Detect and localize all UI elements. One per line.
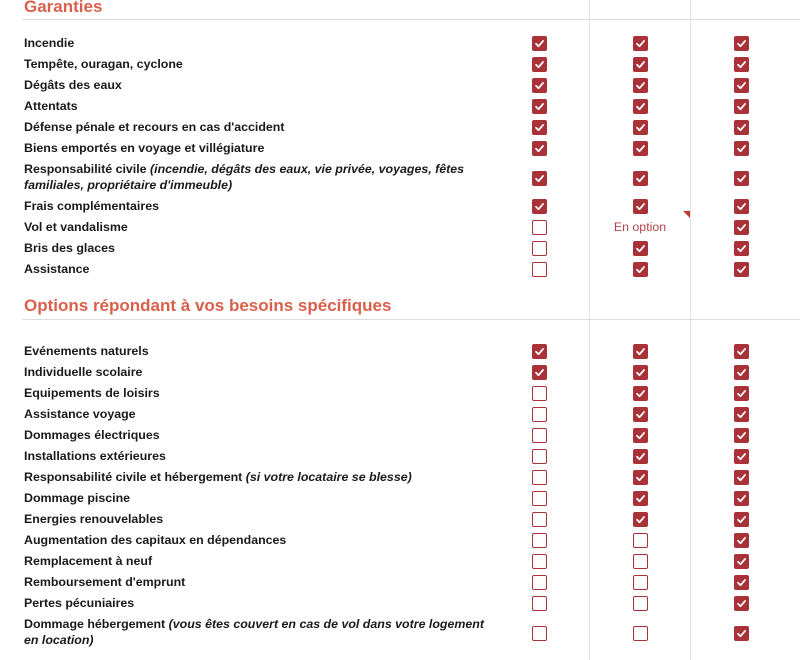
checked-checkbox[interactable] (734, 241, 749, 256)
checkmark-icon (736, 514, 747, 525)
checkmark-icon (635, 346, 646, 357)
checkmark-icon (736, 222, 747, 233)
row-label (24, 343, 494, 359)
row-label-text: Défense pénale et recours en cas d'accident (24, 120, 285, 134)
checkmark-icon (736, 535, 747, 546)
unchecked-checkbox[interactable] (633, 596, 648, 611)
row-label (24, 511, 494, 527)
checked-checkbox[interactable] (633, 428, 648, 443)
checked-checkbox[interactable] (532, 99, 547, 114)
table-row (0, 448, 800, 468)
table-row (0, 119, 800, 139)
checkmark-icon (534, 143, 545, 154)
row-label-note: (si votre locataire se blesse) (245, 470, 412, 484)
table-row (0, 532, 800, 552)
checked-checkbox[interactable] (633, 449, 648, 464)
checked-checkbox[interactable] (734, 36, 749, 51)
checkmark-icon (635, 201, 646, 212)
checked-checkbox[interactable] (734, 365, 749, 380)
checkmark-icon (736, 451, 747, 462)
checkmark-icon (635, 493, 646, 504)
unchecked-checkbox[interactable] (532, 512, 547, 527)
table-row (0, 56, 800, 76)
row-label-note: (vous êtes couvert en cas de vol dans votre logement en location) (24, 617, 484, 647)
table-row (0, 240, 800, 260)
row-label-text: Remboursement d'emprunt (24, 575, 186, 589)
checkmark-icon (736, 409, 747, 420)
checkmark-icon (534, 59, 545, 70)
row-label (24, 198, 494, 214)
row-label-text: Attentats (24, 99, 78, 113)
checkmark-icon (635, 243, 646, 254)
row-label-text: Vol et vandalisme (24, 220, 128, 234)
row-label (24, 490, 494, 506)
checked-checkbox[interactable] (734, 626, 749, 641)
unchecked-checkbox[interactable] (532, 428, 547, 443)
checkmark-icon (736, 346, 747, 357)
checked-checkbox[interactable] (734, 491, 749, 506)
checkmark-icon (635, 143, 646, 154)
checked-checkbox[interactable] (734, 407, 749, 422)
checked-checkbox[interactable] (734, 262, 749, 277)
row-label (24, 98, 494, 114)
row-label-text: Installations extérieures (24, 449, 166, 463)
row-label-text: Dommages électriques (24, 428, 160, 442)
checked-checkbox[interactable] (734, 78, 749, 93)
row-label (24, 56, 494, 72)
checked-checkbox[interactable] (633, 386, 648, 401)
unchecked-checkbox[interactable] (532, 407, 547, 422)
checked-checkbox[interactable] (734, 120, 749, 135)
checkmark-icon (534, 201, 545, 212)
unchecked-checkbox[interactable] (532, 554, 547, 569)
checked-checkbox[interactable] (633, 36, 648, 51)
checkmark-icon (635, 367, 646, 378)
checked-checkbox[interactable] (532, 199, 547, 214)
checkmark-icon (736, 59, 747, 70)
checkmark-icon (736, 577, 747, 588)
checkmark-icon (534, 122, 545, 133)
unchecked-checkbox[interactable] (633, 554, 648, 569)
checkmark-icon (736, 264, 747, 275)
row-label-text: Individuelle scolaire (24, 365, 143, 379)
unchecked-checkbox[interactable] (532, 386, 547, 401)
checkmark-icon (736, 201, 747, 212)
row-label (24, 553, 494, 569)
table-row (0, 406, 800, 426)
unchecked-checkbox[interactable] (532, 262, 547, 277)
checked-checkbox[interactable] (532, 120, 547, 135)
unchecked-checkbox[interactable] (532, 596, 547, 611)
table-row (0, 140, 800, 160)
table-row (0, 77, 800, 97)
table-row (0, 198, 800, 218)
row-label-text: Energies renouvelables (24, 512, 164, 526)
checkmark-icon (635, 38, 646, 49)
row-label-text: Assistance voyage (24, 407, 136, 421)
row-label (24, 427, 494, 443)
checked-checkbox[interactable] (734, 171, 749, 186)
row-label (24, 448, 494, 464)
checkmark-icon (736, 80, 747, 91)
table-row (0, 553, 800, 573)
checked-checkbox[interactable] (633, 262, 648, 277)
checked-checkbox[interactable] (734, 141, 749, 156)
checkmark-icon (736, 101, 747, 112)
checkmark-icon (534, 80, 545, 91)
checked-checkbox[interactable] (633, 407, 648, 422)
table-row (0, 98, 800, 118)
checkmark-icon (736, 493, 747, 504)
section-title: Garanties (24, 0, 103, 16)
checked-checkbox[interactable] (633, 99, 648, 114)
checkmark-icon (534, 101, 545, 112)
row-label (24, 161, 494, 193)
row-label-text: Equipements de loisirs (24, 386, 160, 400)
table-row (0, 364, 800, 384)
row-label-text: Remplacement à neuf (24, 554, 153, 568)
checked-checkbox[interactable] (734, 220, 749, 235)
checked-checkbox[interactable] (734, 428, 749, 443)
checked-checkbox[interactable] (633, 491, 648, 506)
checkmark-icon (736, 122, 747, 133)
table-row (0, 427, 800, 447)
checked-checkbox[interactable] (734, 386, 749, 401)
checked-checkbox[interactable] (734, 533, 749, 548)
row-label-text: Bris des glaces (24, 241, 115, 255)
table-row (0, 261, 800, 281)
checkmark-icon (635, 514, 646, 525)
row-label (24, 616, 494, 648)
unchecked-checkbox[interactable] (532, 491, 547, 506)
unchecked-checkbox[interactable] (633, 626, 648, 641)
checked-checkbox[interactable] (532, 78, 547, 93)
checked-checkbox[interactable] (633, 57, 648, 72)
checkmark-icon (736, 38, 747, 49)
option-indicator-icon (683, 211, 690, 218)
checkmark-icon (534, 346, 545, 357)
table-row (0, 490, 800, 510)
row-label-note: (incendie, dégâts des eaux, vie privée, voyages, fêtes familiales, propriétaire d'immeuble) (24, 162, 465, 192)
checked-checkbox[interactable] (532, 344, 547, 359)
unchecked-checkbox[interactable] (532, 220, 547, 235)
checked-checkbox[interactable] (734, 449, 749, 464)
unchecked-checkbox[interactable] (532, 449, 547, 464)
checkmark-icon (736, 173, 747, 184)
row-label (24, 406, 494, 422)
table-row (0, 574, 800, 594)
checked-checkbox[interactable] (633, 365, 648, 380)
row-label (24, 119, 494, 135)
checked-checkbox[interactable] (633, 199, 648, 214)
checked-checkbox[interactable] (734, 596, 749, 611)
unchecked-checkbox[interactable] (532, 533, 547, 548)
checked-checkbox[interactable] (734, 470, 749, 485)
row-label (24, 364, 494, 380)
checked-checkbox[interactable] (734, 344, 749, 359)
row-label-text: Pertes pécuniaires (24, 596, 135, 610)
checked-checkbox[interactable] (633, 171, 648, 186)
row-label (24, 77, 494, 93)
unchecked-checkbox[interactable] (633, 533, 648, 548)
row-label-text: Augmentation des capitaux en dépendances (24, 533, 287, 547)
checkmark-icon (736, 430, 747, 441)
row-label (24, 595, 494, 611)
checked-checkbox[interactable] (532, 57, 547, 72)
checked-checkbox[interactable] (532, 36, 547, 51)
table-row (0, 616, 800, 652)
checked-checkbox[interactable] (633, 512, 648, 527)
table-row (0, 469, 800, 489)
checkmark-icon (635, 472, 646, 483)
checkmark-icon (534, 173, 545, 184)
checkmark-icon (736, 628, 747, 639)
checked-checkbox[interactable] (633, 141, 648, 156)
option-label[interactable]: En option (613, 220, 667, 234)
checkmark-icon (736, 472, 747, 483)
table-row (0, 343, 800, 363)
table-row (0, 385, 800, 405)
row-label (24, 240, 494, 256)
checked-checkbox[interactable] (532, 171, 547, 186)
checked-checkbox[interactable] (734, 575, 749, 590)
row-label-text: Biens emportés en voyage et villégiature (24, 141, 265, 155)
table-row (0, 511, 800, 531)
row-label-text: Incendie (24, 36, 75, 50)
checked-checkbox[interactable] (532, 365, 547, 380)
checkmark-icon (736, 556, 747, 567)
unchecked-checkbox[interactable] (532, 241, 547, 256)
checkmark-icon (736, 367, 747, 378)
row-label (24, 532, 494, 548)
row-label-text: Dommage piscine (24, 491, 131, 505)
checkmark-icon (736, 598, 747, 609)
table-row (0, 219, 800, 239)
checkmark-icon (635, 451, 646, 462)
row-label-text: Evénements naturels (24, 344, 149, 358)
checkmark-icon (736, 243, 747, 254)
checkmark-icon (534, 38, 545, 49)
checked-checkbox[interactable] (532, 141, 547, 156)
checked-checkbox[interactable] (633, 78, 648, 93)
checked-checkbox[interactable] (734, 512, 749, 527)
row-label (24, 261, 494, 277)
checkmark-icon (534, 367, 545, 378)
unchecked-checkbox[interactable] (633, 575, 648, 590)
checkmark-icon (635, 122, 646, 133)
row-label (24, 574, 494, 590)
row-label (24, 385, 494, 401)
section-divider (22, 19, 800, 20)
row-label (24, 219, 494, 235)
row-label (24, 140, 494, 156)
checkmark-icon (635, 173, 646, 184)
checkmark-icon (635, 264, 646, 275)
checkmark-icon (635, 409, 646, 420)
section-divider (22, 319, 800, 320)
checked-checkbox[interactable] (633, 344, 648, 359)
checked-checkbox[interactable] (734, 99, 749, 114)
unchecked-checkbox[interactable] (532, 470, 547, 485)
section-title: Options répondant à vos besoins spécifiques (24, 296, 392, 315)
table-row (0, 35, 800, 55)
unchecked-checkbox[interactable] (532, 575, 547, 590)
checked-checkbox[interactable] (633, 120, 648, 135)
checkmark-icon (635, 388, 646, 399)
checkmark-icon (736, 143, 747, 154)
row-label-text: Dommage hébergement (24, 617, 166, 631)
checkmark-icon (635, 80, 646, 91)
row-label-text: Dégâts des eaux (24, 78, 122, 92)
row-label-text: Frais complémentaires (24, 199, 159, 213)
row-label (24, 469, 494, 485)
row-label-text: Tempête, ouragan, cyclone (24, 57, 183, 71)
row-label-text: Responsabilité civile et hébergement (24, 470, 243, 484)
checked-checkbox[interactable] (734, 57, 749, 72)
row-label-text: Assistance (24, 262, 90, 276)
row-label (24, 35, 494, 51)
table-row (0, 161, 800, 197)
table-row (0, 595, 800, 615)
checked-checkbox[interactable] (734, 199, 749, 214)
checkmark-icon (736, 388, 747, 399)
unchecked-checkbox[interactable] (532, 626, 547, 641)
row-label-text: Responsabilité civile (24, 162, 147, 176)
checkmark-icon (635, 101, 646, 112)
checked-checkbox[interactable] (633, 241, 648, 256)
checkmark-icon (635, 430, 646, 441)
checkmark-icon (635, 59, 646, 70)
checked-checkbox[interactable] (734, 554, 749, 569)
checked-checkbox[interactable] (633, 470, 648, 485)
